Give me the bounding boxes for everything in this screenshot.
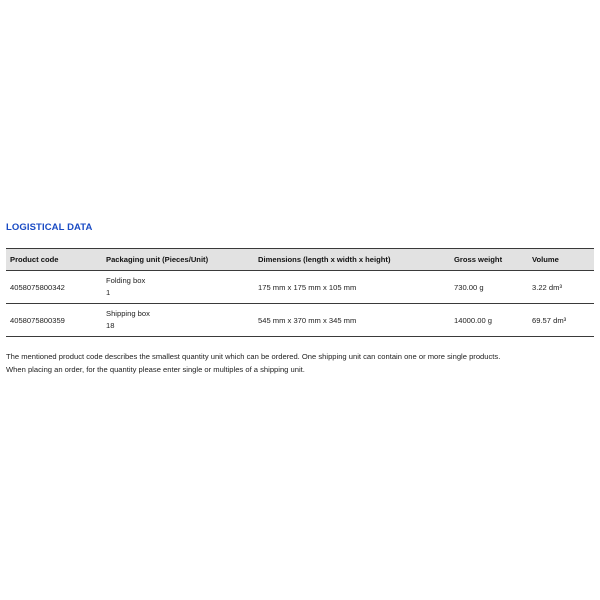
logistical-data-table (6, 248, 594, 337)
packaging-qty: 18 (106, 321, 115, 330)
footnote-line-1: The mentioned product code describes the smallest quantity unit which can be ordered. One shipping unit can contain one or more single products. (6, 352, 501, 361)
packaging-type: Folding box (106, 276, 146, 285)
packaging-qty: 1 (106, 288, 111, 297)
header-product-code: Product code (6, 249, 102, 271)
packaging-unit-cell (102, 304, 254, 337)
packaging-type: Shipping box (106, 309, 150, 318)
dimensions-cell: 175 mm x 175 mm x 105 mm (254, 271, 450, 304)
header-volume: Volume (528, 249, 594, 271)
header-dimensions: Dimensions (length x width x height) (254, 249, 450, 271)
table-row (6, 304, 594, 337)
header-packaging-unit: Packaging unit (Pieces/Unit) (102, 249, 254, 271)
product-code-cell: 4058075800359 (6, 304, 102, 337)
table-header (6, 249, 594, 271)
packaging-unit-cell (102, 271, 254, 304)
table-header-row (6, 249, 594, 271)
table-row (6, 271, 594, 304)
table-body (6, 271, 594, 337)
gross-weight-cell: 14000.00 g (450, 304, 528, 337)
section-title: LOGISTICAL DATA (6, 222, 93, 233)
dimensions-cell: 545 mm x 370 mm x 345 mm (254, 304, 450, 337)
header-gross-weight: Gross weight (450, 249, 528, 271)
volume-cell: 69.57 dm³ (528, 304, 594, 337)
footnote (6, 350, 596, 376)
volume-cell: 3.22 dm³ (528, 271, 594, 304)
product-code-cell: 4058075800342 (6, 271, 102, 304)
gross-weight-cell: 730.00 g (450, 271, 528, 304)
footnote-line-2: When placing an order, for the quantity please enter single or multiples of a shipping unit. (6, 365, 305, 374)
